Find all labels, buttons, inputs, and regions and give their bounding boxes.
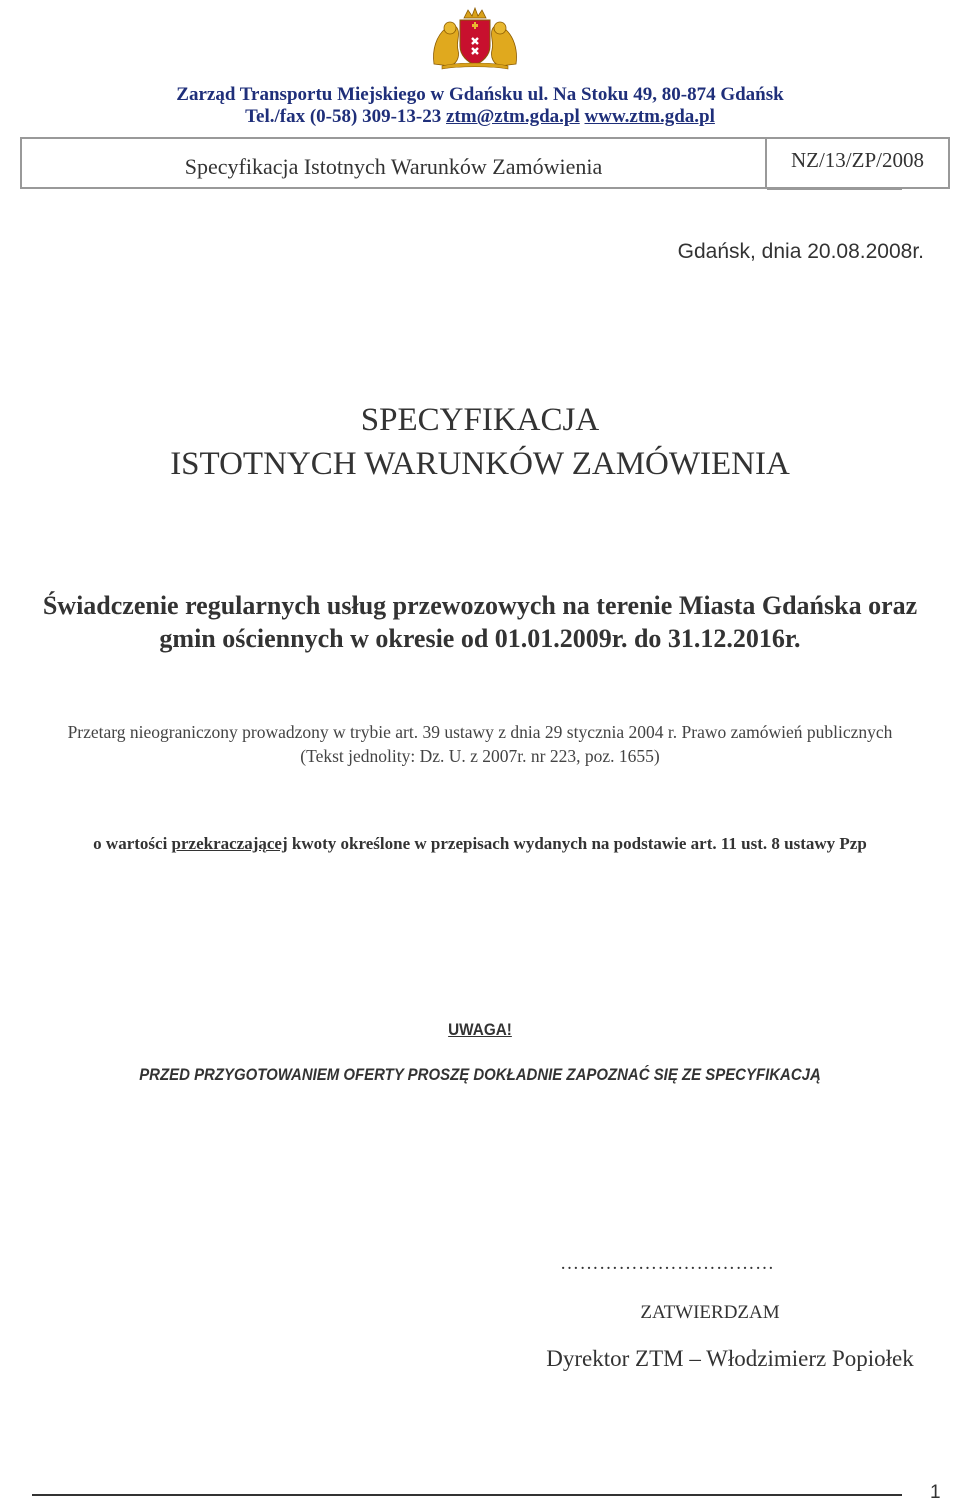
- subject-line2: gmin ościennych w okresie od 01.01.2009r. do 31.12.2016r.: [159, 624, 801, 653]
- reference-underline: [767, 188, 902, 190]
- main-title-line2: ISTOTNYCH WARUNKÓW ZAMÓWIENIA: [170, 446, 790, 482]
- phone-fax-text: Tel./fax (0-58) 309-13-23: [245, 106, 446, 127]
- main-title-line1: SPECYFIKACJA: [360, 402, 600, 438]
- tender-mode-line1: Przetarg nieograniczony prowadzony w trybie art. 39 ustawy z dnia 29 stycznia 2004 r. Prawo zamówień publicznych: [67, 722, 893, 742]
- warning-title: UWAGA!: [448, 1020, 512, 1039]
- signature-dots: ……………………………: [560, 1253, 775, 1274]
- website-link[interactable]: www.ztm.gda.pl: [584, 106, 715, 127]
- page-number: 1: [930, 1482, 941, 1503]
- date-line: Gdańsk, dnia 20.08.2008r.: [677, 240, 924, 263]
- header-title: Specyfikacja Istotnych Warunków Zamówienia: [184, 154, 603, 179]
- email-link[interactable]: ztm@ztm.gda.pl: [446, 106, 580, 127]
- footer-rule: [32, 1494, 902, 1496]
- subject-line1: Świadczenie regularnych usług przewozowych na terenie Miasta Gdańska oraz: [42, 591, 918, 620]
- signer-name: Dyrektor ZTM – Włodzimierz Popiołek: [546, 1346, 914, 1371]
- value-underlined: przekraczającej: [171, 834, 288, 853]
- warning-text: PRZED PRZYGOTOWANIEM OFERTY PROSZĘ DOKŁADNIE ZAPOZNAĆ SIĘ ZE SPECYFIKACJĄ: [139, 1065, 821, 1084]
- value-prefix: o wartości: [93, 834, 172, 853]
- value-threshold-line: [0, 834, 960, 854]
- reference-number: NZ/13/ZP/2008: [790, 148, 924, 172]
- value-suffix: kwoty określone w przepisach wydanych na podstawie art. 11 ust. 8 ustawy Pzp: [287, 834, 867, 853]
- gdansk-coat-of-arms-icon: [428, 6, 522, 70]
- tender-mode-line2: (Tekst jednolity: Dz. U. z 2007r. nr 223, poz. 1655): [300, 746, 660, 766]
- approval-label: ZATWIERDZAM: [640, 1302, 780, 1323]
- organization-address: Zarząd Transportu Miejskiego w Gdańsku ul. Na Stoku 49, 80-874 Gdańsk: [176, 84, 784, 105]
- organization-contact: [0, 106, 960, 128]
